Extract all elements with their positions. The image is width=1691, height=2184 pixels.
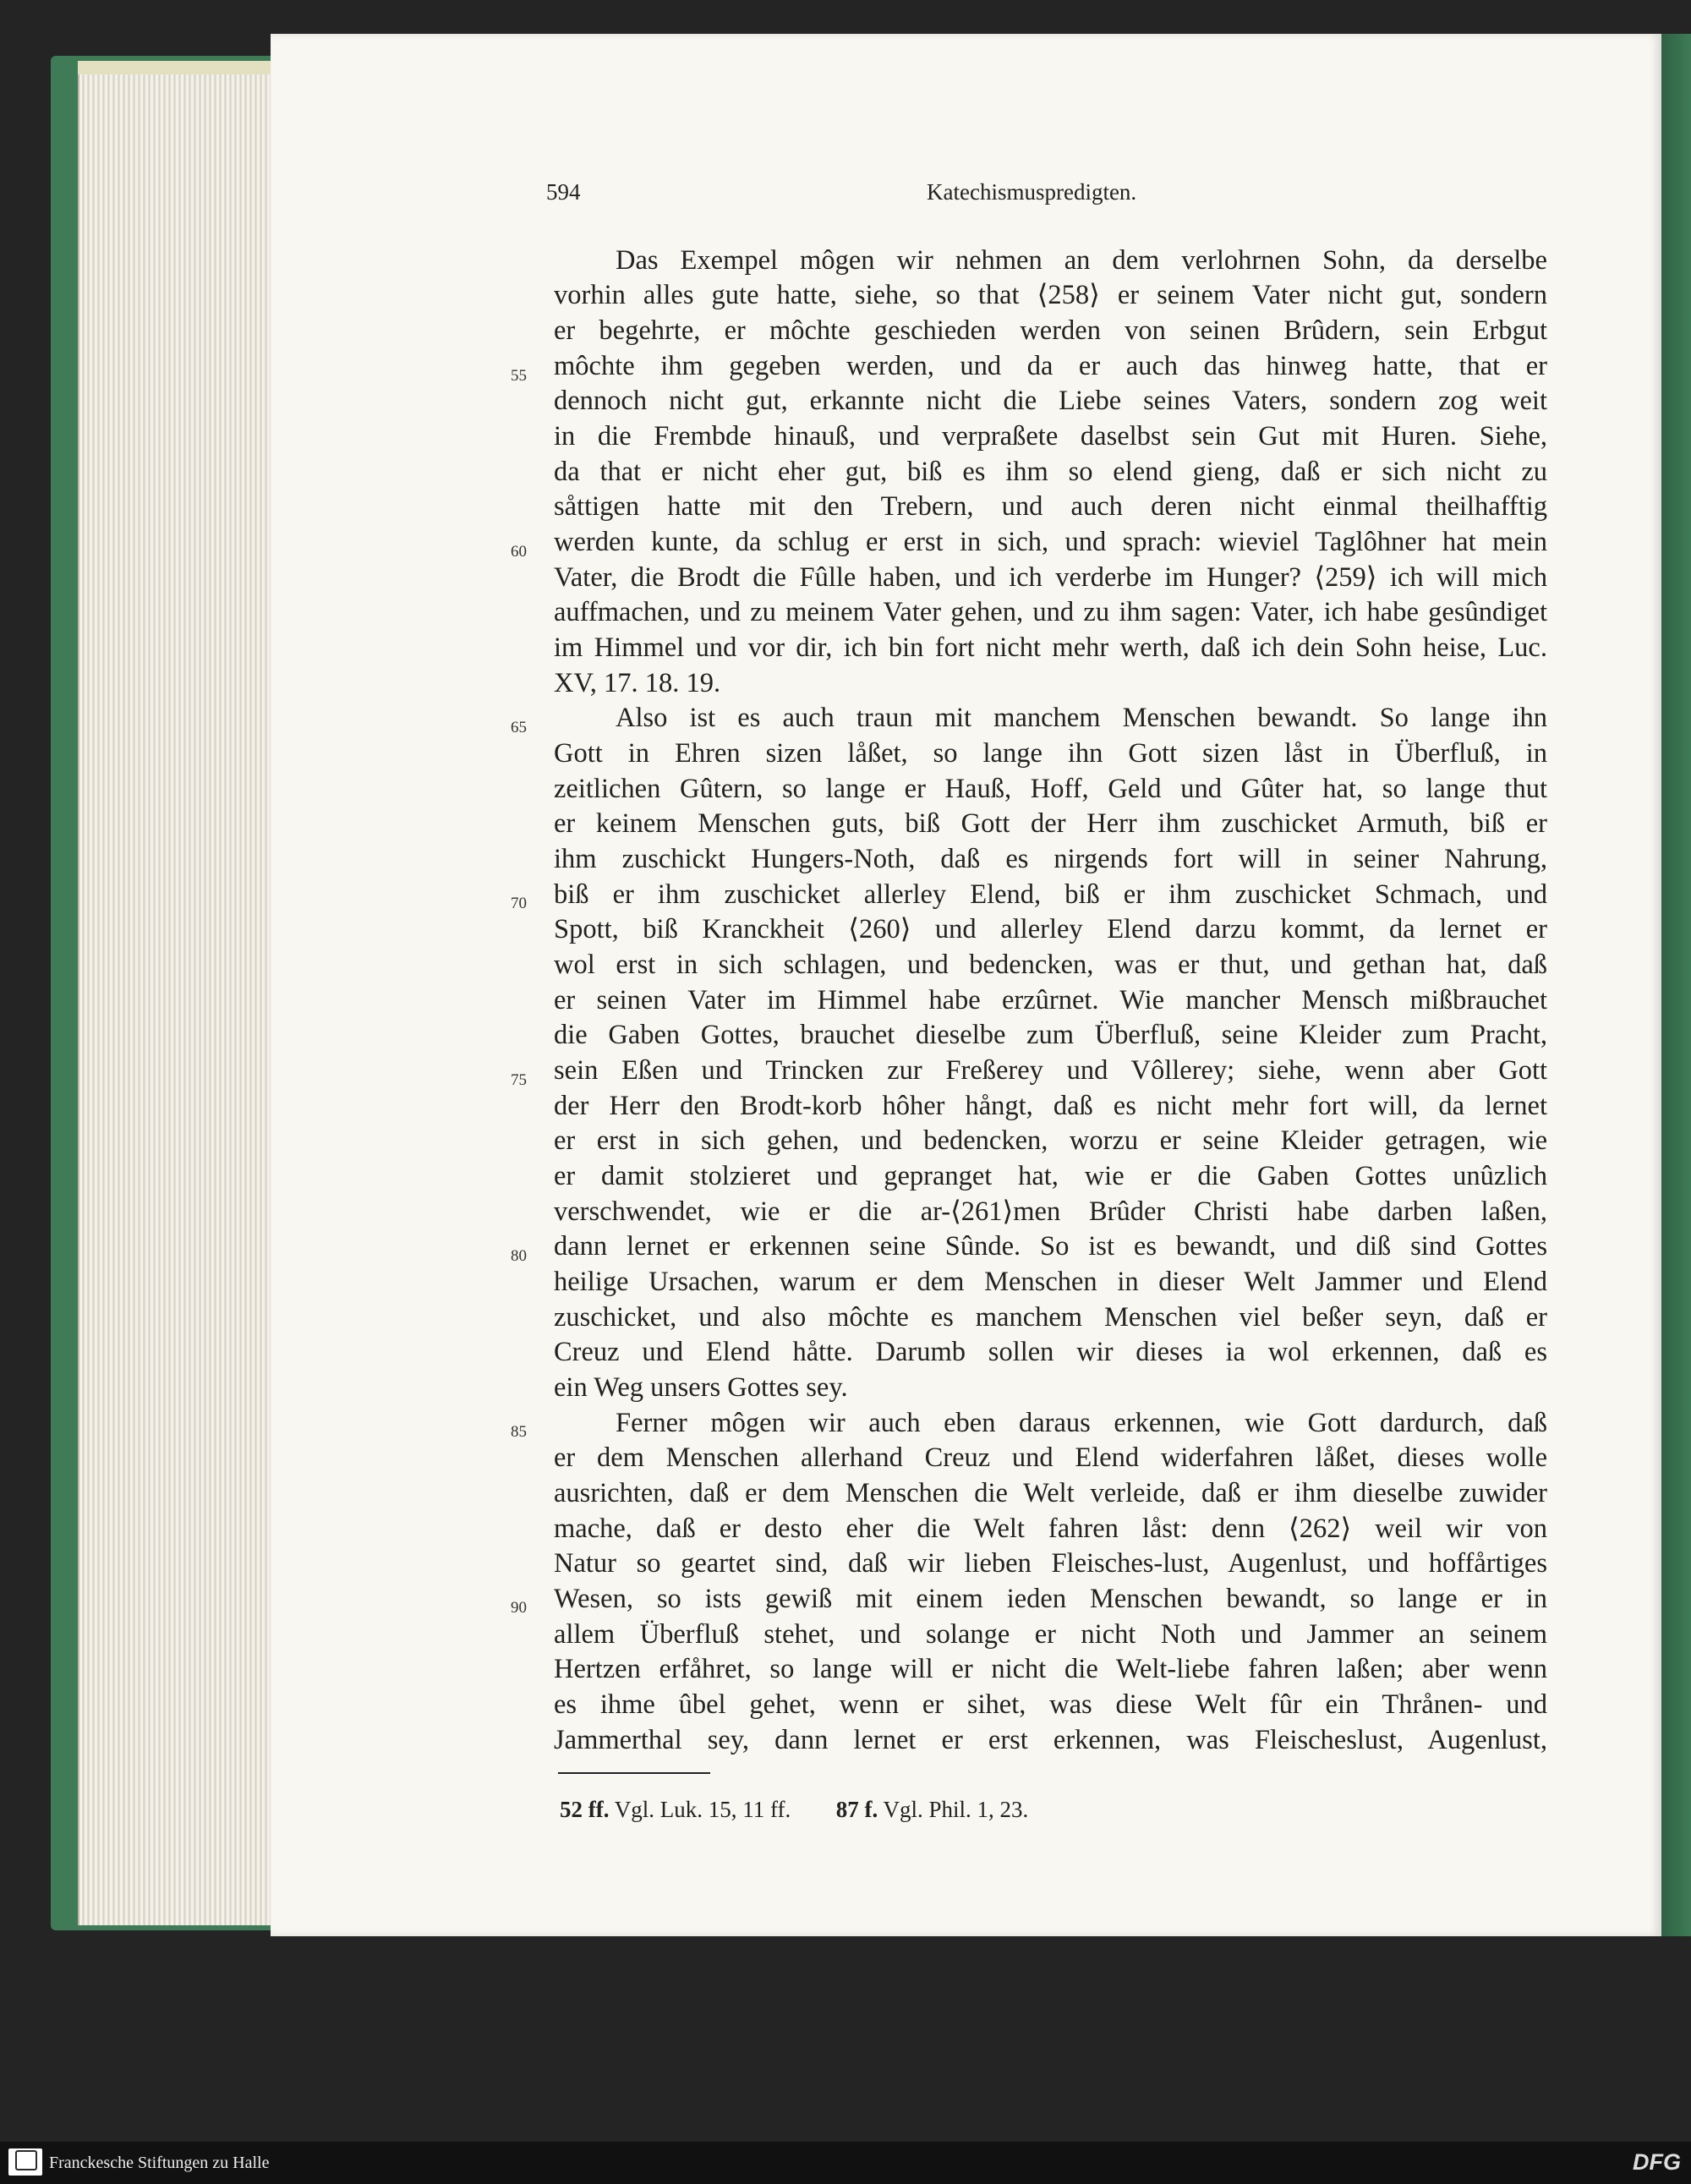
text-line: die Gaben Gottes, brauchet dieselbe zum Überfluß, seine Kleider zum Pracht,	[554, 1020, 1547, 1050]
text-line: môchte ihm gegeben werden, und da er auch das hinweg hatte, that er	[554, 351, 1547, 381]
running-title: Katechismuspredigten.	[927, 179, 1137, 205]
text-line: Hertzen erfåhret, so lange will er nicht die Welt-liebe fahren laßen; aber wenn	[554, 1654, 1547, 1684]
text-line: allem Überfluß stehet, und solange er nicht Noth und Jammer an seinem	[554, 1619, 1547, 1650]
text-line: er erst in sich gehen, und bedencken, worzu er seine Kleider getragen, wie	[554, 1125, 1547, 1156]
text-line: wol erst in sich schlagen, und bedencken, was er thut, und gethan hat, daß	[554, 950, 1547, 980]
text-line: heilige Ursachen, warum er dem Menschen in dieser Welt Jammer und Elend	[554, 1267, 1547, 1297]
text-line: Creuz und Elend håtte. Darumb sollen wir dieses ia wol erkennen, daß es	[554, 1337, 1547, 1367]
line-number: 70	[511, 895, 527, 912]
footnote-ref: 87 f.	[835, 1797, 878, 1822]
line-number: 60	[511, 543, 527, 561]
line-number: 55	[511, 367, 527, 385]
line-number: 65	[511, 719, 527, 736]
text-line: er begehrte, er môchte geschieden werden von seinen Brûdern, sein Erbgut	[554, 315, 1547, 346]
text-line: der Herr den Brodt-korb hôher hångt, daß es nicht mehr fort will, da lernet	[554, 1091, 1547, 1121]
text-line: mache, daß er desto eher die Welt fahren låst: denn ⟨262⟩ weil wir von	[554, 1513, 1547, 1544]
text-line: sein Eßen und Trincken zur Freßerey und Vôllerey; siehe, wenn aber Gott	[554, 1055, 1547, 1086]
footnote-ref: 52 ff.	[560, 1797, 610, 1822]
text-line: er seinen Vater im Himmel habe erzûrnet. Wie mancher Mensch mißbrauchet	[554, 985, 1547, 1015]
institution-name: Franckesche Stiftungen zu Halle	[49, 2154, 270, 2172]
footnotes	[560, 1797, 1028, 1823]
text-line: Natur so geartet sind, daß wir lieben Fleisches-lust, Augenlust, und hoffårtiges	[554, 1548, 1547, 1579]
text-line: Wesen, so ists gewiß mit einem ieden Menschen bewandt, so lange er in	[554, 1584, 1547, 1614]
text-line: biß er ihm zuschicket allerley Elend, biß er ihm zuschicket Schmach, und	[554, 879, 1547, 910]
text-line: Vater, die Brodt die Fûlle haben, und ich verderbe im Hunger? ⟨259⟩ ich will mich	[554, 562, 1547, 593]
text-line: er dem Menschen allerhand Creuz und Elend widerfahren låßet, dieses wolle	[554, 1442, 1547, 1473]
text-line: er keinem Menschen guts, biß Gott der Herr ihm zuschicket Armuth, biß er	[554, 808, 1547, 839]
line-number: 90	[511, 1599, 527, 1617]
text-line: dennoch nicht gut, erkannte nicht die Liebe seines Vaters, sondern zog weit	[554, 386, 1547, 416]
line-number: 85	[511, 1423, 527, 1441]
text-line: zuschicket, und also môchte es manchem Menschen viel beßer seyn, daß er	[554, 1302, 1547, 1333]
text-line: er damit stolzieret und gepranget hat, wie er die Gaben Gottes unûzlich	[554, 1161, 1547, 1191]
dfg-logo: DFG	[1633, 2149, 1681, 2175]
text-line: såttigen hatte mit den Trebern, und auch deren nicht einmal theilhafftig	[554, 491, 1547, 522]
institution-logo	[8, 2148, 42, 2176]
text-line: XV, 17. 18. 19.	[554, 668, 721, 698]
page-number: 594	[546, 179, 581, 205]
text-line: es ihme ûbel gehet, wenn er sihet, was diese Welt fûr ein Thrånen- und	[554, 1689, 1547, 1720]
text-line: dann lernet er erkennen seine Sûnde. So ist es bewandt, und diß sind Gottes	[554, 1231, 1547, 1262]
page-edges	[78, 61, 274, 1925]
text-line: vorhin alles gute hatte, siehe, so that ⟨258⟩ er seinem Vater nicht gut, sondern	[554, 280, 1547, 310]
text-line: Das Exempel môgen wir nehmen an dem verlohrnen Sohn, da derselbe	[616, 245, 1547, 276]
text-line: Ferner môgen wir auch eben daraus erkennen, wie Gott dardurch, daß	[616, 1408, 1547, 1438]
line-number: 75	[511, 1071, 527, 1089]
text-line: werden kunte, da schlug er erst in sich, und sprach: wieviel Taglôhner hat mein	[554, 527, 1547, 557]
text-line: Gott in Ehren sizen låßet, so lange ihn Gott sizen låst in Überfluß, in	[554, 738, 1547, 769]
footnote-text: Vgl. Phil. 1, 23.	[883, 1797, 1029, 1822]
text-line: ihm zuschickt Hungers-Noth, daß es nirgends fort will in seiner Nahrung,	[554, 844, 1547, 874]
footnote-rule	[558, 1772, 710, 1774]
text-line: im Himmel und vor dir, ich bin fort nicht mehr werth, daß ich dein Sohn heise, Luc.	[554, 632, 1547, 663]
text-line: verschwendet, wie er die ar-⟨261⟩men Brûder Christi habe darben laßen,	[554, 1196, 1547, 1227]
text-line: Also ist es auch traun mit manchem Menschen bewandt. So lange ihn	[616, 703, 1547, 733]
text-line: da that er nicht eher gut, biß es ihm so elend gieng, daß er sich nicht zu	[554, 457, 1547, 487]
text-line: Jammerthal sey, dann lernet er erst erkennen, was Fleischeslust, Augenlust,	[554, 1725, 1547, 1755]
text-line: ein Weg unsers Gottes sey.	[554, 1372, 848, 1403]
text-line: auffmachen, und zu meinem Vater gehen, und zu ihm sagen: Vater, ich habe gesûndiget	[554, 597, 1547, 627]
page-edges-top	[78, 61, 272, 74]
line-number: 80	[511, 1247, 527, 1265]
text-line: Spott, biß Kranckheit ⟨260⟩ und allerley Elend darzu kommt, da lernet er	[554, 914, 1547, 944]
text-line: ausrichten, daß er dem Menschen die Welt verleide, daß er ihm dieselbe zuwider	[554, 1478, 1547, 1508]
text-line: in die Frembde hinauß, und verpraßete daselbst sein Gut mit Huren. Siehe,	[554, 421, 1547, 452]
text-line: zeitlichen Gûtern, so lange er Hauß, Hoff, Geld und Gûter hat, so lange thut	[554, 774, 1547, 804]
footer-bar	[0, 2142, 1691, 2184]
footnote-text: Vgl. Luk. 15, 11 ff.	[614, 1797, 791, 1822]
